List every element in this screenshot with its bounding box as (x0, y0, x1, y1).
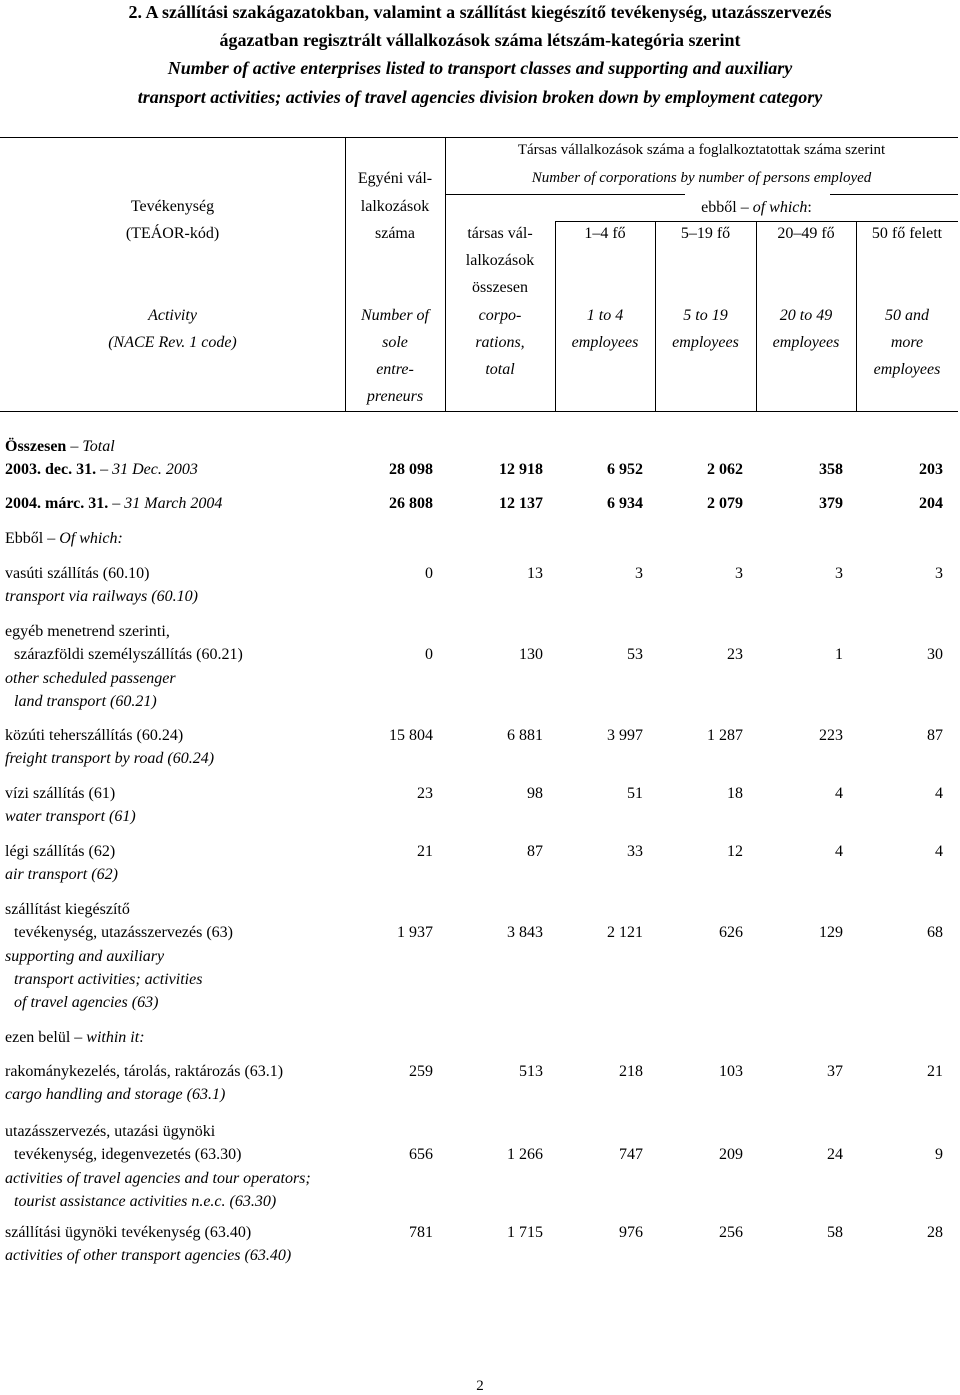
row-value: 3 997 (607, 727, 643, 744)
row-label-en: of travel agencies (63) (14, 994, 159, 1012)
size-hu-3: 20–49 fő (777, 225, 835, 242)
size-en-4-line1: 50 and (885, 307, 929, 324)
row-label-hu: tevékenység, idegenvezetés (63.30) (14, 1146, 242, 1164)
size-hu-2: 5–19 fő (680, 225, 731, 242)
section-total-hu: Összesen (5, 438, 67, 455)
row-value: 3 (635, 565, 643, 582)
row-value: 656 (409, 1146, 433, 1164)
row-value: 103 (719, 1063, 743, 1080)
title-hu-line1: 2. A szállítási szakágazatokban, valamint a szállítást kiegészítő tevékenység, utazásszervezés (128, 2, 832, 22)
row-value: 2 062 (707, 461, 743, 478)
row-value: 2 121 (607, 924, 643, 942)
col-corp-en-2: rations, (475, 334, 525, 351)
row-label-hu: légi szállítás (62) (5, 843, 116, 860)
row-value: 1 715 (507, 1224, 543, 1241)
of-which-hu: ebből (701, 199, 737, 216)
section-within-hu: ezen belül (5, 1029, 71, 1046)
row-value: 781 (409, 1224, 433, 1241)
row-value: 4 (935, 843, 943, 860)
row-label-hu: vízi szállítás (61) (5, 785, 116, 802)
row-value: 21 (417, 843, 433, 860)
row-value: 0 (425, 565, 433, 582)
size-en-3-line1: 20 to 49 (779, 307, 833, 324)
row-value: 6 934 (607, 495, 643, 512)
row-label-hu: szárazföldi személyszállítás (60.21) (14, 646, 243, 664)
row-label-en: other scheduled passenger (5, 669, 176, 687)
col-sole-en-3: entre- (376, 361, 414, 378)
row-value: 3 843 (507, 924, 543, 942)
size-en-2-line1: 5 to 19 (683, 307, 728, 324)
group-header-en: Number of corporations by number of persons employed (531, 170, 872, 186)
page-number: 2 (476, 1378, 484, 1394)
row-value: 259 (409, 1063, 433, 1080)
section-total-en: Total (82, 438, 115, 455)
col-corp-hu-2: lalkozások (465, 252, 535, 269)
row-label-en: water transport (61) (5, 808, 136, 826)
row-value: 30 (927, 646, 943, 664)
row-value: 9 (935, 1146, 943, 1164)
row-value: 23 (417, 785, 433, 802)
row-value: 4 (835, 785, 843, 802)
row-value: 2 079 (707, 495, 743, 512)
row-label-hu: 2003. dec. 31. – 31 Dec. 2003 (5, 461, 198, 478)
row-value: 58 (827, 1224, 843, 1241)
col-activity-en-1: Activity (148, 307, 197, 324)
row-value: 218 (619, 1063, 643, 1080)
row-label-en: transport via railways (60.10) (5, 588, 198, 606)
section-ofwhich-en: Of which: (59, 530, 123, 547)
row-value: 358 (819, 461, 843, 478)
row-value: 51 (627, 785, 643, 802)
row-value: 37 (827, 1063, 843, 1080)
header-bottom-rule (0, 411, 958, 412)
row-value: 379 (819, 495, 843, 512)
size-en-4-line2: more (890, 334, 924, 351)
row-value: 28 (927, 1224, 943, 1241)
row-value: 1 (835, 646, 843, 664)
row-value: 256 (719, 1224, 743, 1241)
row-value: 53 (627, 646, 643, 664)
header-top-rule (0, 137, 958, 138)
row-label-hu: vasúti szállítás (60.10) (5, 565, 150, 582)
col-activity-en-2: (NACE Rev. 1 code) (108, 334, 237, 351)
col-sole-hu-3: száma (375, 225, 415, 242)
row-value: 3 (735, 565, 743, 582)
col-sole-hu-2: lalkozások (360, 198, 430, 215)
group-header-hu: Társas vállalkozások száma a foglalkoztatottak száma szerint (517, 142, 886, 158)
col-sole-en-4: preneurs (366, 388, 424, 405)
row-label-hu: egyéb menetrend szerinti, (5, 623, 170, 640)
row-value: 28 098 (389, 461, 433, 478)
col-sole-hu-1: Egyéni vál- (357, 170, 433, 187)
title-en-line1: Number of active enterprises listed to transport classes and supporting and auxiliary (167, 58, 793, 78)
row-value: 204 (919, 495, 943, 512)
row-value: 626 (719, 924, 743, 942)
row-value: 12 137 (499, 495, 543, 512)
row-value: 15 804 (389, 727, 433, 744)
dash: – (47, 530, 56, 547)
size-en-1-line2: employees (571, 334, 639, 351)
row-value: 0 (425, 646, 433, 664)
section-total (5, 438, 115, 456)
row-label-en: air transport (62) (5, 866, 118, 884)
row-value: 1 937 (397, 924, 433, 942)
of-which-label (555, 199, 958, 217)
dash: – (740, 199, 749, 216)
row-value: 23 (727, 646, 743, 664)
row-value: 747 (619, 1146, 643, 1164)
row-value: 130 (519, 646, 543, 664)
size-en-2-line2: employees (672, 334, 739, 351)
row-label-en: cargo handling and storage (63.1) (5, 1086, 226, 1104)
row-label-en: transport activities; activities (14, 970, 203, 988)
col-activity-hu-1: Tevékenység (130, 198, 215, 215)
row-value: 87 (927, 727, 943, 744)
row-label-en-inline: 31 Dec. 2003 (112, 461, 198, 478)
row-value: 68 (927, 924, 943, 942)
row-label-en: land transport (60.21) (14, 692, 157, 710)
col-activity-hu-2: (TEÁOR-kód) (125, 225, 220, 242)
col-corp-hu-3: összesen (472, 279, 528, 296)
row-label-en-inline: 31 March 2004 (124, 495, 223, 512)
dash: – (70, 438, 79, 455)
title-en-line2: transport activities; activies of travel agencies division broken down by employment category (137, 87, 823, 107)
row-value: 12 (727, 843, 743, 860)
size-en-1-line1: 1 to 4 (586, 307, 624, 324)
row-value: 4 (835, 843, 843, 860)
row-value: 203 (919, 461, 943, 478)
row-value: 1 266 (507, 1146, 543, 1164)
title-hu-line2: ágazatban regisztrált vállalkozások száma létszám-kategória szerint (219, 30, 741, 50)
row-label-en: activities of travel agencies and tour operators; (5, 1169, 311, 1187)
row-value: 87 (527, 843, 543, 860)
row-value: 98 (527, 785, 543, 802)
size-hu-4: 50 fő felett (871, 225, 943, 242)
size-en-3-line2: employees (772, 334, 840, 351)
size-en-4-line3: employees (873, 361, 941, 378)
header-size-rule (555, 221, 958, 222)
header-subrule-left (445, 194, 685, 195)
row-label-hu: utazásszervezés, utazási ügynöki (5, 1123, 216, 1140)
col-corp-en-1: corpo- (478, 307, 522, 324)
section-of-which (5, 530, 123, 548)
section-within (5, 1029, 145, 1047)
row-label-hu: közúti teherszállítás (60.24) (5, 727, 184, 744)
row-value: 4 (935, 785, 943, 802)
row-value: 24 (827, 1146, 843, 1164)
row-value: 6 952 (607, 461, 643, 478)
row-value: 209 (719, 1146, 743, 1164)
row-value: 129 (819, 924, 843, 942)
of-which-en: of which (752, 199, 808, 216)
dash: – (108, 495, 125, 512)
section-within-en: within it: (86, 1029, 145, 1046)
row-label-en: supporting and auxiliary (5, 947, 165, 965)
row-value: 26 808 (389, 495, 433, 512)
dash: – (96, 461, 113, 478)
section-ofwhich-hu: Ebből (5, 530, 44, 547)
row-label-en: tourist assistance activities n.e.c. (63.30) (14, 1192, 277, 1210)
row-value: 6 881 (507, 727, 543, 744)
row-label-en: activities of other transport agencies (63.40) (5, 1247, 292, 1265)
row-value: 18 (727, 785, 743, 802)
col-corp-en-3: total (485, 361, 515, 378)
col-corp-hu-1: társas vál- (467, 225, 533, 242)
row-label-hu: szállítást kiegészítő (5, 901, 130, 918)
row-label-hu: tevékenység, utazásszervezés (63) (14, 924, 233, 942)
row-value: 1 287 (707, 727, 743, 744)
of-which-colon: : (807, 199, 812, 216)
row-value: 223 (819, 727, 843, 744)
row-value: 21 (927, 1063, 943, 1080)
header-subrule-right (830, 194, 958, 195)
row-value: 33 (627, 843, 643, 860)
dash: – (74, 1029, 83, 1046)
row-label-hu: szállítási ügynöki tevékenység (63.40) (5, 1224, 252, 1241)
col-sole-en-1: Number of (361, 307, 429, 324)
row-label-hu: rakománykezelés, tárolás, raktározás (63.1) (5, 1063, 284, 1080)
row-value: 3 (835, 565, 843, 582)
row-value: 976 (619, 1224, 643, 1241)
row-label-hu: 2004. márc. 31. – 31 March 2004 (5, 495, 223, 512)
row-value: 12 918 (499, 461, 543, 478)
row-label-en: freight transport by road (60.24) (5, 750, 215, 768)
row-value: 513 (519, 1063, 543, 1080)
col-sole-en-2: sole (382, 334, 408, 351)
size-hu-1: 1–4 fő (584, 225, 626, 242)
row-value: 13 (527, 565, 543, 582)
row-value: 3 (935, 565, 943, 582)
